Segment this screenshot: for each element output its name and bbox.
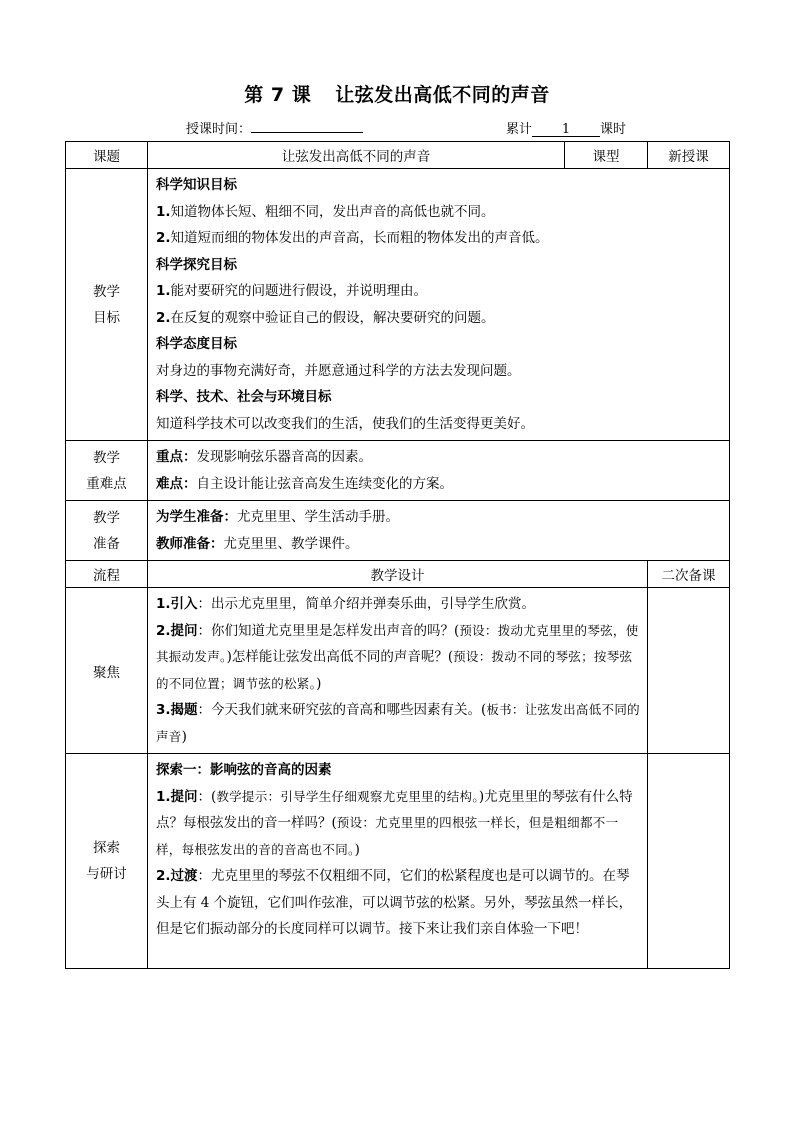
focus-point: 重点：发现影响弦乐器音高的因素。: [156, 449, 372, 465]
design-header-row: [66, 561, 730, 588]
inquiry-goal-1: 1.能对要研究的问题进行假设，并说明理由。: [156, 283, 428, 299]
explore-stage-row: [66, 754, 730, 969]
lesson-plan-table: [65, 141, 730, 969]
process-header: 流程: [66, 561, 148, 588]
prep-label-line2: 准备: [93, 535, 120, 552]
stse-goal-heading: 科学、技术、社会与环境目标: [156, 389, 332, 405]
student-prep: 为学生准备：尤克里里、学生活动手册。: [156, 509, 399, 525]
topic-row: [66, 142, 730, 169]
inquiry-goal-2: 2.在反复的观察中验证自己的假设，解决要研究的问题。: [156, 309, 495, 326]
lesson-name: 让弦发出高低不同的声音: [335, 84, 550, 106]
goals-content: [148, 169, 730, 441]
difficulty-point: 难点：自主设计能让弦音高发生连续变化的方案。: [156, 475, 453, 492]
knowledge-goal-1: 1.知道物体长短、粗细不同，发出声音的高低也就不同。: [156, 203, 495, 220]
key-points-label-line2: 重难点: [86, 475, 127, 492]
lesson-number: 第 7 课: [244, 84, 312, 106]
cumulative-unit: 课时: [600, 122, 627, 137]
goals-label-line2: 目标: [93, 309, 120, 326]
cumulative-hours: [506, 118, 626, 137]
key-points-label: [66, 441, 148, 501]
prep-row: [66, 501, 730, 561]
teaching-time-field[interactable]: [251, 118, 363, 133]
prep-label-line1: 教学: [93, 509, 120, 526]
goals-label-line1: 教学: [93, 283, 120, 300]
design-header: 教学设计: [148, 561, 648, 588]
prep-label: [66, 501, 148, 561]
focus-stage-row: [66, 588, 730, 754]
lesson-type-label: 课型: [565, 142, 648, 169]
key-points-label-line1: 教学: [93, 449, 120, 466]
teaching-time: [186, 118, 363, 137]
explore-stage-label: [66, 754, 148, 969]
attitude-goal-heading: 科学态度目标: [156, 336, 237, 352]
cumulative-value[interactable]: 1: [532, 122, 600, 137]
knowledge-goal-heading: 科学知识目标: [156, 177, 237, 193]
explore-heading: 探索一：影响弦的音高的因素: [156, 762, 332, 778]
goals-label: [66, 169, 148, 441]
focus-step-2: 2.提问：你们知道尤克里里是怎样发出声音的吗？(预设：拨动尤克里里的琴弦，使其振动发声。)怎样能让弦发出高低不同的声音呢？(预设：拨动不同的琴弦；按琴弦的不同位置；调节弦的松紧。): [156, 622, 639, 692]
second-prep-header: 二次备课: [648, 561, 730, 588]
explore-label-line2: 与研讨: [86, 866, 127, 882]
explore-step-1: 1.提问：(教学提示：引导学生仔细观察尤克里里的结构。)尤克里里的琴弦有什么特点？每根弦发出的音一样吗？(预设：尤克里里的四根弦一样长，但是粗细都不一样，每根弦发出的音的音高也不同。): [156, 788, 633, 858]
focus-step-1: 1.引入：出示尤克里里，简单介绍并弹奏乐曲，引导学生欣赏。: [156, 596, 536, 612]
lesson-title: [0, 80, 794, 107]
topic-label: 课题: [66, 142, 148, 169]
stse-goal-1: 知道科学技术可以改变我们的生活，使我们的生活变得更美好。: [156, 415, 534, 432]
focus-second-prep-cell[interactable]: [648, 588, 730, 754]
teacher-prep: 教师准备：尤克里里、教学课件。: [156, 535, 359, 552]
prep-content: [148, 501, 730, 561]
inquiry-goal-heading: 科学探究目标: [156, 256, 237, 273]
key-points-row: [66, 441, 730, 501]
key-points-content: [148, 441, 730, 501]
attitude-goal-1: 对身边的事物充满好奇，并愿意通过科学的方法去发现问题。: [156, 362, 521, 379]
topic-value: 让弦发出高低不同的声音: [148, 142, 565, 169]
teaching-time-label: 授课时间：: [186, 122, 252, 137]
focus-stage-content: [148, 588, 648, 754]
knowledge-goal-2: 2.知道短而细的物体发出的声音高，长而粗的物体发出的声音低。: [156, 230, 549, 246]
focus-step-3: 3.揭题：今天我们就来研究弦的音高和哪些因素有关。(板书：让弦发出高低不同的声音): [156, 702, 640, 745]
explore-label-line1: 探索: [93, 840, 120, 856]
lesson-type-value: 新授课: [648, 142, 730, 169]
explore-step-2: 2.过渡：尤克里里的琴弦不仅粗细不同，它们的松紧程度也是可以调节的。在琴头上有 4 个旋钮，它们叫作弦准，可以调节弦的松紧。另外，琴弦虽然一样长，但是它们振动部分的长度同样可以调节。接下来让我们亲自体验一下吧！: [156, 868, 633, 937]
goals-row: [66, 169, 730, 441]
focus-stage-label: 聚焦: [66, 588, 148, 754]
cumulative-label: 累计: [506, 122, 533, 137]
explore-second-prep-cell[interactable]: [648, 754, 730, 969]
explore-stage-content: [148, 754, 648, 969]
